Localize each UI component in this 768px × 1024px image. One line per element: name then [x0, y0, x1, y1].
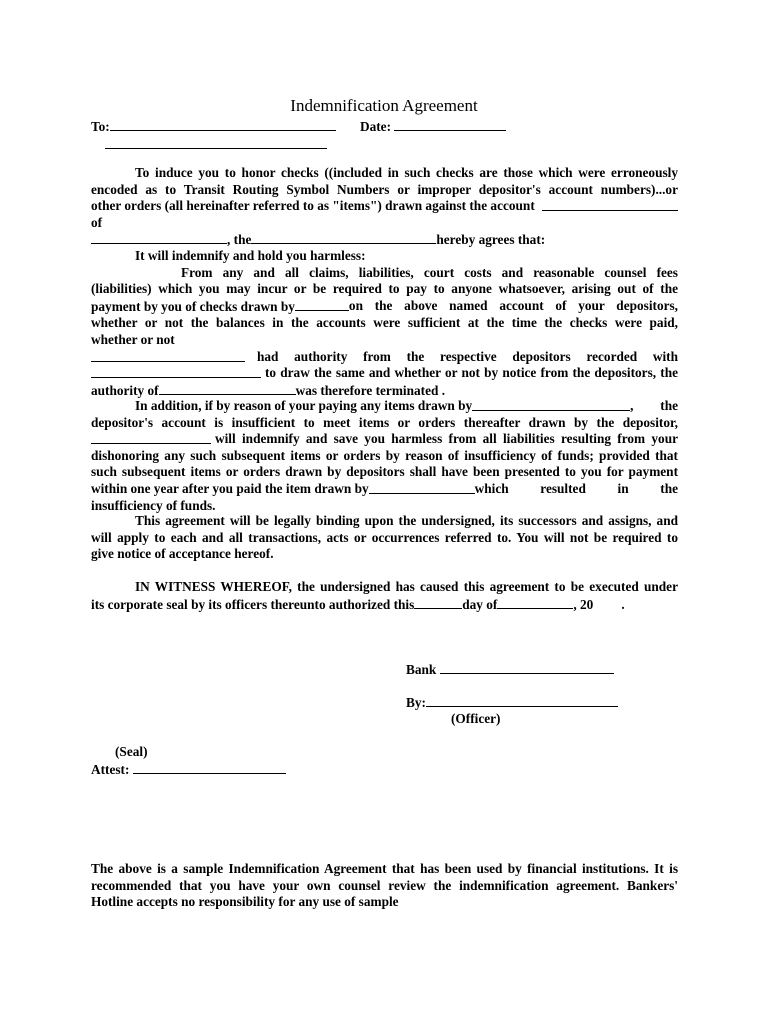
by-label: By:	[406, 695, 426, 710]
bank-row	[406, 661, 614, 679]
para3-line3	[91, 431, 678, 448]
para3-line2: depositor's account is insufficient to meet items or orders thereafter drawn by the depositor,	[91, 414, 678, 430]
para3-line6	[91, 481, 678, 498]
para2-line4: whether or not the balances in the accounts were sufficient at the time the checks were paid,	[91, 315, 678, 331]
indemnitor-blank	[91, 431, 211, 444]
para3-line1	[91, 398, 678, 415]
authority-of-blank	[159, 382, 296, 395]
seal-label: (Seal)	[115, 744, 148, 759]
to-blank-second	[105, 148, 327, 149]
para2-line3b: on the above named account of your depositors,	[348, 297, 678, 313]
items-drawn-by-blank	[472, 398, 630, 411]
para4-line2: will apply to each and all transactions, acts or occurrences referred to. You will not be required to	[91, 529, 678, 545]
para3-line4: dishonoring any such subsequent items or orders by reason of insufficiency of funds; provided that	[91, 447, 678, 463]
bank-blank	[440, 661, 614, 674]
para1-line4	[91, 231, 678, 249]
para2-line3	[91, 298, 678, 316]
attest-blank	[133, 761, 286, 774]
para2-authority-of: authority of	[91, 382, 159, 398]
page-title: Indemnification Agreement	[290, 96, 478, 115]
para1-the: , the	[227, 232, 252, 248]
officer-label: (Officer)	[451, 711, 501, 726]
para2-line6-text: had authority from the respective depositors recorded with	[257, 348, 678, 364]
para4-line1: This agreement will be legally binding upon the undersigned, its successors and assigns, and	[135, 513, 678, 528]
item-drawn-by-blank	[369, 481, 475, 494]
para2-line8	[91, 382, 678, 400]
drawn-by-blank	[295, 298, 349, 311]
para5-line2	[91, 596, 678, 614]
name-blank	[91, 231, 227, 244]
paragraph-in-addition	[91, 398, 678, 514]
para3-line6a: within one year after you paid the item drawn by	[91, 480, 369, 496]
authority-blank	[91, 349, 245, 362]
disclaimer-line2: recommended that you have your own counsel review the indemnification agreement. Bankers'	[91, 877, 678, 893]
para2-line6	[91, 349, 678, 366]
attest-label: Attest:	[91, 762, 130, 777]
account-blank	[542, 198, 678, 211]
paragraph-binding	[91, 513, 678, 563]
to-row	[91, 118, 336, 136]
date-row	[360, 118, 506, 136]
para5-period: .	[621, 596, 625, 612]
date-blank	[394, 118, 506, 131]
day-blank	[414, 596, 462, 609]
to-label: To:	[91, 119, 110, 134]
para4-line3: give notice of acceptance hereof.	[91, 546, 274, 562]
para1-line1: To induce you to honor checks ((included in such checks are those which were erroneously	[135, 165, 678, 180]
para5-line1: IN WITNESS WHEREOF, the undersigned has caused this agreement to be executed under	[135, 579, 678, 594]
month-blank	[497, 596, 573, 609]
by-row	[406, 694, 618, 712]
para3-line1a: In addition, if by reason of your paying any items drawn by	[135, 398, 473, 413]
paragraph-witness	[91, 579, 678, 613]
disclaimer-line1: The above is a sample Indemnification Agreement that has been used by financial institutions. It is	[91, 861, 678, 876]
para2-line7-text: to draw the same and whether or not by notice from the depositors, the	[265, 365, 678, 381]
para3-line1b: , the	[630, 398, 678, 413]
para5-year: , 20	[573, 596, 594, 612]
disclaimer	[91, 861, 678, 911]
para1-line3	[91, 198, 678, 231]
para2-terminated: was therefore terminated .	[295, 382, 446, 398]
paragraph-inducement	[91, 165, 678, 249]
date-label: Date:	[360, 119, 392, 134]
para1-line3-text: other orders (all hereinafter referred to as "items") drawn against the account of	[91, 198, 535, 230]
para3-line7: insufficiency of funds.	[91, 497, 216, 513]
para3-line6b: which resulted in the	[474, 480, 678, 496]
para2-line2: (liabilities) which you may incur or be required to pay to anyone whatsoever, arising out of the	[91, 281, 678, 297]
by-blank	[426, 694, 618, 707]
party-blank	[251, 231, 436, 244]
para3-line3-text: will indemnify and save you harmless from all liabilities resulting from your	[215, 431, 678, 447]
disclaimer-line3: Hotline accepts no responsibility for any use of sample	[91, 894, 399, 910]
para2-line1: From any and all claims, liabilities, court costs and reasonable counsel fees	[181, 264, 678, 280]
attest-row	[91, 761, 286, 779]
para1-agrees: hereby agrees that:	[436, 232, 546, 248]
para2-line5: whether or not	[91, 331, 175, 347]
para1-line2: encoded as to Transit Routing Symbol Numbers or improper depositor's account numbers)...or	[91, 181, 678, 197]
para5-authorized: its corporate seal by its officers thereunto authorized this	[91, 596, 415, 612]
para2-line7	[91, 365, 678, 382]
to-blank	[110, 118, 336, 131]
para5-day-of: day of	[462, 596, 498, 612]
para2-intro: It will indemnify and hold you harmless:	[135, 248, 366, 263]
para3-line5: such subsequent items or orders drawn by depositors shall have been presented to you for payment	[91, 464, 678, 480]
bank-label: Bank	[406, 662, 437, 677]
recorded-blank	[91, 365, 261, 378]
para2-line3a: payment by you of checks drawn by	[91, 298, 295, 314]
paragraph-indemnify	[91, 248, 678, 399]
